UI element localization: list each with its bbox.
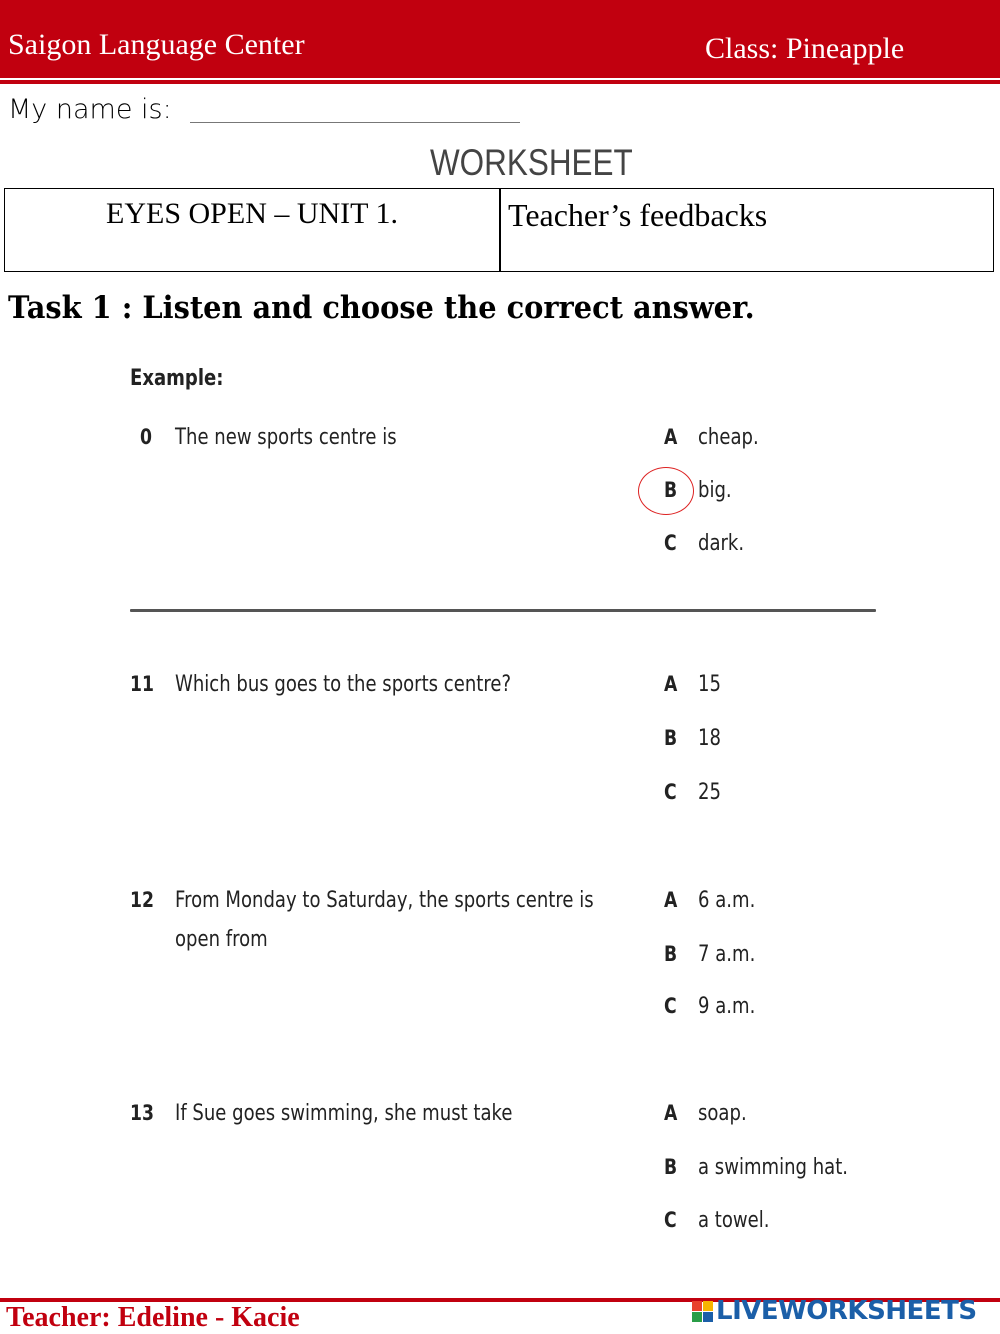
liveworksheets-logo[interactable] xyxy=(692,1296,977,1326)
option-letter[interactable]: C xyxy=(664,994,677,1018)
option-letter[interactable]: B xyxy=(664,942,678,966)
option-letter[interactable]: C xyxy=(664,780,677,804)
question-number: 11 xyxy=(130,672,154,696)
question-number: 12 xyxy=(130,888,154,912)
center-name: Saigon Language Center xyxy=(8,28,305,61)
option-letter[interactable]: A xyxy=(664,672,678,696)
unit-cell: EYES OPEN – UNIT 1. xyxy=(106,197,398,230)
header-banner xyxy=(0,0,1000,78)
logo-text: LIVEWORKSHEETS xyxy=(716,1296,977,1326)
answer-circle-icon xyxy=(638,467,694,515)
header-divider xyxy=(0,80,1000,84)
example-label: Example: xyxy=(130,366,224,391)
question-number: 13 xyxy=(130,1101,154,1125)
option-text[interactable]: 15 xyxy=(698,672,721,697)
option-text: dark. xyxy=(698,531,745,556)
option-letter: A xyxy=(664,425,678,449)
table-divider xyxy=(499,189,501,271)
liveworksheets-mark-icon xyxy=(692,1301,713,1322)
option-letter[interactable]: B xyxy=(664,726,678,750)
question-text: The new sports centre is xyxy=(175,425,397,450)
worksheet-title: WORKSHEET xyxy=(430,142,633,183)
question-text: From Monday to Saturday, the sports centre is open from xyxy=(175,888,594,952)
option-text[interactable]: 9 a.m. xyxy=(698,994,756,1019)
option-text: big. xyxy=(698,478,732,503)
option-text[interactable]: 7 a.m. xyxy=(698,942,756,967)
teacher-name: Teacher: Edeline - Kacie xyxy=(6,1302,300,1333)
option-text[interactable]: 25 xyxy=(698,780,721,805)
info-table xyxy=(4,188,994,272)
option-text[interactable]: 18 xyxy=(698,726,721,751)
option-text[interactable]: a towel. xyxy=(698,1208,770,1233)
option-text[interactable]: soap. xyxy=(698,1101,747,1126)
option-letter[interactable]: C xyxy=(664,1208,677,1232)
question-number: 0 xyxy=(140,425,152,449)
feedback-cell[interactable]: Teacher’s feedbacks xyxy=(508,197,768,233)
example-divider xyxy=(130,609,876,612)
option-letter: C xyxy=(664,531,677,555)
class-label: Class: Pineapple xyxy=(705,32,905,65)
option-text[interactable]: 6 a.m. xyxy=(698,888,756,913)
task-title: Task 1 : Listen and choose the correct answer. xyxy=(8,290,755,326)
option-text[interactable]: a swimming hat. xyxy=(698,1155,849,1180)
option-letter[interactable]: A xyxy=(664,1101,678,1125)
option-letter[interactable]: A xyxy=(664,888,678,912)
option-letter: B xyxy=(664,478,678,502)
option-letter[interactable]: B xyxy=(664,1155,678,1179)
name-input-line[interactable] xyxy=(190,122,520,123)
option-text: cheap. xyxy=(698,425,759,450)
question-text: Which bus goes to the sports centre? xyxy=(175,672,512,697)
name-label: My name is: xyxy=(8,94,172,125)
question-text: If Sue goes swimming, she must take xyxy=(175,1101,513,1126)
